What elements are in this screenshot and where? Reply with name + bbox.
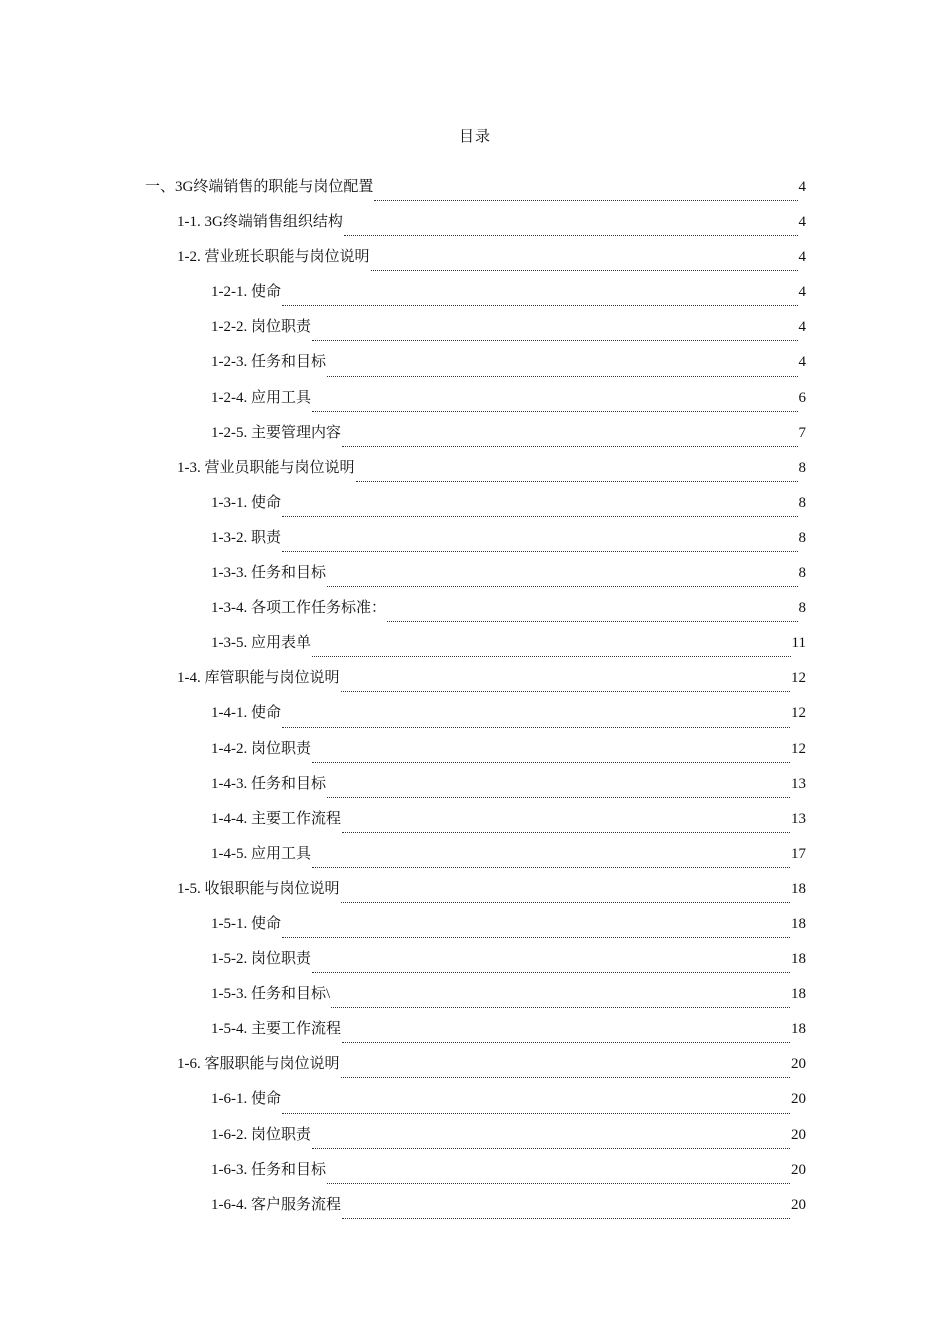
toc-dot-leader bbox=[282, 727, 790, 728]
toc-entry[interactable] bbox=[145, 878, 806, 913]
toc-page-number: 20 bbox=[791, 1126, 806, 1143]
toc-dot-leader bbox=[331, 1007, 790, 1008]
toc-entry[interactable] bbox=[145, 702, 806, 737]
toc-dot-leader bbox=[344, 235, 798, 236]
toc-dot-leader bbox=[374, 200, 797, 201]
toc-page-number: 4 bbox=[798, 179, 806, 195]
toc-entry-title: 1-3-2. 职责 bbox=[211, 529, 281, 546]
toc-entry-title: 1-4-1. 使命 bbox=[211, 705, 281, 722]
toc-dot-leader bbox=[342, 1218, 790, 1219]
toc-entry-title: 1-6-3. 任务和目标 bbox=[211, 1161, 326, 1178]
toc-entry-title: 1-2-4. 应用工具 bbox=[211, 389, 311, 406]
toc-entry-title: 1-2-3. 任务和目标 bbox=[211, 354, 326, 371]
toc-page-number: 8 bbox=[798, 494, 806, 511]
toc-entry-title: 一、3G终端销售的职能与岗位配置 bbox=[145, 179, 374, 195]
toc-entry-title: 1-5-3. 任务和目标\ bbox=[211, 986, 331, 1003]
toc-entry[interactable] bbox=[145, 351, 806, 386]
toc-page-number: 7 bbox=[798, 424, 806, 441]
toc-page-number: 8 bbox=[798, 600, 806, 617]
toc-entry-title: 1-4-3. 任务和目标 bbox=[211, 775, 326, 792]
toc-entry[interactable] bbox=[145, 738, 806, 773]
toc-page-number: 8 bbox=[798, 459, 806, 476]
toc-dot-leader bbox=[282, 937, 790, 938]
toc-dot-leader bbox=[312, 762, 790, 763]
toc-entry[interactable] bbox=[145, 1053, 806, 1088]
toc-entry[interactable] bbox=[145, 1159, 806, 1194]
toc-page-number: 20 bbox=[791, 1196, 806, 1213]
toc-entry-title: 1-4-5. 应用工具 bbox=[211, 845, 311, 862]
toc-entry[interactable] bbox=[145, 176, 806, 211]
toc-page-number: 18 bbox=[791, 1021, 806, 1038]
toc-dot-leader bbox=[342, 1042, 790, 1043]
toc-page-number: 4 bbox=[798, 249, 806, 266]
toc-dot-leader bbox=[312, 867, 790, 868]
toc-dot-leader bbox=[341, 691, 791, 692]
toc-entry[interactable] bbox=[145, 1018, 806, 1053]
toc-dot-leader bbox=[327, 797, 790, 798]
toc-page-number: 18 bbox=[791, 915, 806, 932]
toc-page-number: 12 bbox=[791, 740, 806, 757]
toc-dot-leader bbox=[312, 340, 798, 341]
toc-entry[interactable] bbox=[145, 983, 806, 1018]
toc-title: 目录 bbox=[458, 129, 491, 145]
toc-entry[interactable] bbox=[145, 597, 806, 632]
toc-entry[interactable] bbox=[145, 387, 806, 422]
toc-entry[interactable] bbox=[145, 316, 806, 351]
toc-entry[interactable] bbox=[145, 808, 806, 843]
toc-dot-leader bbox=[342, 446, 798, 447]
toc-page-number: 18 bbox=[791, 986, 806, 1003]
toc-entry-title: 1-4-2. 岗位职责 bbox=[211, 740, 311, 757]
toc-dot-leader bbox=[282, 1113, 790, 1114]
toc-entry-title: 1-6-4. 客户服务流程 bbox=[211, 1196, 341, 1213]
toc-entry[interactable] bbox=[145, 211, 806, 246]
toc-entry[interactable] bbox=[145, 667, 806, 702]
toc-entry-title: 1-5-2. 岗位职责 bbox=[211, 951, 311, 968]
toc-page-number: 20 bbox=[791, 1091, 806, 1108]
toc-entry[interactable] bbox=[145, 492, 806, 527]
toc-page-number: 13 bbox=[791, 810, 806, 827]
toc-entry[interactable] bbox=[145, 457, 806, 492]
toc-entry[interactable] bbox=[145, 913, 806, 948]
toc-entry-title: 1-2-2. 岗位职责 bbox=[211, 319, 311, 336]
toc-dot-leader bbox=[341, 1077, 791, 1078]
toc-entry-title: 1-5. 收银职能与岗位说明 bbox=[177, 880, 340, 897]
toc-entry-title: 1-3-4. 各项工作任务标准： bbox=[211, 600, 386, 617]
toc-entry[interactable] bbox=[145, 632, 806, 667]
toc-dot-leader bbox=[312, 972, 790, 973]
toc-dot-leader bbox=[341, 902, 791, 903]
toc-dot-leader bbox=[356, 481, 798, 482]
toc-page-number: 4 bbox=[798, 214, 806, 231]
toc-entry-title: 1-2-1. 使命 bbox=[211, 284, 281, 301]
toc-entry-title: 1-3-3. 任务和目标 bbox=[211, 565, 326, 582]
toc-dot-leader bbox=[327, 1183, 790, 1184]
toc-page-number: 4 bbox=[798, 354, 806, 371]
toc-page-number: 18 bbox=[791, 951, 806, 968]
toc-dot-leader bbox=[282, 516, 798, 517]
toc-entry-title: 1-5-1. 使命 bbox=[211, 915, 281, 932]
toc-page-number: 4 bbox=[798, 284, 806, 301]
toc-entry[interactable] bbox=[145, 773, 806, 808]
toc-dot-leader bbox=[282, 551, 798, 552]
toc-entry[interactable] bbox=[145, 246, 806, 281]
toc-entry-title: 1-4. 库管职能与岗位说明 bbox=[177, 670, 340, 687]
toc-entry-title: 1-3. 营业员职能与岗位说明 bbox=[177, 459, 355, 476]
toc-entry[interactable] bbox=[145, 1194, 806, 1229]
toc-entry-title: 1-2. 营业班长职能与岗位说明 bbox=[177, 249, 370, 266]
toc-page-number: 20 bbox=[791, 1161, 806, 1178]
toc-entry-title: 1-6. 客服职能与岗位说明 bbox=[177, 1056, 340, 1073]
toc-page-number: 4 bbox=[798, 319, 806, 336]
toc-dot-leader bbox=[371, 270, 798, 271]
toc-dot-leader bbox=[342, 832, 790, 833]
toc-entry-title: 1-3-1. 使命 bbox=[211, 494, 281, 511]
toc-page-number: 12 bbox=[791, 670, 806, 687]
toc-dot-leader bbox=[312, 411, 798, 412]
toc-dot-leader bbox=[312, 1148, 790, 1149]
toc-page-number: 8 bbox=[798, 565, 806, 582]
toc-entry[interactable] bbox=[145, 1124, 806, 1159]
toc-page-number: 20 bbox=[791, 1056, 806, 1073]
toc-entry-title: 1-1. 3G终端销售组织结构 bbox=[177, 214, 343, 231]
toc-entry[interactable] bbox=[145, 948, 806, 983]
toc-entry[interactable] bbox=[145, 422, 806, 457]
toc-page-number: 18 bbox=[791, 880, 806, 897]
toc-entry[interactable] bbox=[145, 281, 806, 316]
toc-entry[interactable] bbox=[145, 527, 806, 562]
toc-dot-leader bbox=[327, 586, 798, 587]
toc-entry[interactable] bbox=[145, 843, 806, 878]
toc-entry-title: 1-4-4. 主要工作流程 bbox=[211, 810, 341, 827]
toc-page-number: 12 bbox=[791, 705, 806, 722]
toc-page-number: 6 bbox=[798, 389, 806, 406]
toc-dot-leader bbox=[327, 376, 798, 377]
toc-entry-title: 1-2-5. 主要管理内容 bbox=[211, 424, 341, 441]
toc-entry-title: 1-3-5. 应用表单 bbox=[211, 635, 311, 652]
toc-entry-title: 1-5-4. 主要工作流程 bbox=[211, 1021, 341, 1038]
toc-entry[interactable] bbox=[145, 1088, 806, 1123]
toc-page-number: 13 bbox=[791, 775, 806, 792]
toc-page-number: 8 bbox=[798, 529, 806, 546]
toc-entry-title: 1-6-2. 岗位职责 bbox=[211, 1126, 311, 1143]
table-of-contents bbox=[145, 176, 806, 1229]
toc-entry[interactable] bbox=[145, 562, 806, 597]
toc-entry-title: 1-6-1. 使命 bbox=[211, 1091, 281, 1108]
toc-dot-leader bbox=[282, 305, 798, 306]
toc-page-number: 11 bbox=[791, 635, 806, 652]
toc-page-number: 17 bbox=[791, 845, 806, 862]
toc-dot-leader bbox=[312, 656, 791, 657]
toc-dot-leader bbox=[387, 621, 798, 622]
